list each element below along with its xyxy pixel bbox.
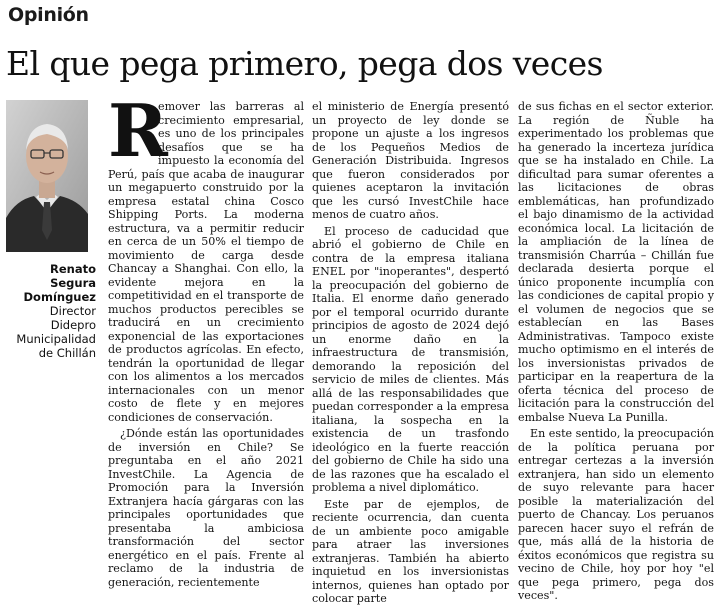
article-column-3: [518, 100, 714, 602]
article-column-2: [312, 100, 509, 605]
author-portrait-image: [6, 100, 88, 252]
author-role-line2: Didepro: [50, 318, 96, 332]
paragraph: En este sentido, la preocupación de la política peruana por entregar certezas a la inversión extranjera, han sido un elemento de suyo relevante para hacer posible la materialización del puerto de Chancay. Los peruanos parecen hacer suyo el refrán de que, más allá de la historia de éxitos económicos que registra su vecino de Chile, hoy por hoy "el que pega primero, pega dos veces".: [518, 427, 714, 602]
author-role-line1: Director: [49, 304, 96, 318]
section-label: Opinión: [8, 4, 89, 26]
author-photo: [6, 100, 88, 252]
paragraph: emover las barreras al crecimiento empresarial, es uno de los principales desafíos que se ha impuesto la economía del Perú, país que acaba de inaugurar un megapuerto construido por la empresa estatal china Cosco Shipping Ports. La moderna estructura, va a permitir reducir en cerca de un 50% el tiempo de movimiento de carga desde Chancay a Shanghai. Con ello, la evidente mejora en la competitividad en el transporte de muchos productos perecibles se traducirá en un crecimiento exponencial de las exportaciones de productos agrícolas. En efecto, tendrán la oportunidad de llegar con los alimentos a los mercados internacionales con un menor costo de flete y en mejores condiciones de conservación.: [108, 100, 304, 424]
author-role-line4: de Chillán: [38, 346, 96, 360]
paragraph: Este par de ejemplos, de reciente ocurrencia, dan cuenta de un ambiente poco amigable para atraer las inversiones extranjeras. También ha abierto inquietud en los inversionistas internos, quienes han optado por colocar parte: [312, 497, 509, 605]
author-name-line2: Segura: [50, 276, 96, 290]
headline: El que pega primero, pega dos veces: [6, 44, 603, 83]
author-name-line1: Renato: [50, 262, 96, 276]
author-name-line3: Domínguez: [23, 290, 96, 304]
paragraph: El proceso de caducidad que abrió el gobierno de Chile en contra de la empresa italiana ENEL por "inoperantes", despertó la preocupación del gobierno de Italia. El enorme daño generado por el temporal ocurrido durante principios de agosto de 2024 dejó un enorme daño en la infraestructura de transmisión, demorando la reposición del servicio de miles de clientes. Más allá de las responsabilidades que puedan corresponder a la empresa italiana, la sospecha en la existencia de un trasfondo ideológico en la fuerte reacción del gobierno de Chile ha sido una de las razones que ha escalado el problema a nivel diplomático.: [312, 224, 509, 494]
author-byline: [0, 262, 96, 360]
author-role-line3: Municipalidad: [16, 332, 96, 346]
paragraph: de sus fichas en el sector exterior. La región de Ñuble ha experimentado los problemas que ha generado la incerteza jurídica que se ha instalado en Chile. La dificultad para sumar oferentes a las licitaciones de obras emblemáticas, han profundizado el bajo dinamismo de la actividad económica local. La licitación de la ampliación de la línea de transmisión Charrúa – Chillán fue declarada desierta porque el único proponente incumplía con las condiciones de capital propio y el volumen de negocios que se establecían en las Bases Administrativas. Tampoco existe mucho optimismo en el interés de los inversionistas privados de participar en la reapertura de la oferta técnica del proceso de licitación para la construcción del embalse Nueva La Punilla.: [518, 100, 714, 424]
drop-cap: R: [108, 88, 168, 173]
paragraph: el ministerio de Energía presentó un proyecto de ley donde se propone un ajuste a los ingresos de los Pequeños Medios de Generación Distribuida. Ingresos que fueron considerados por quienes aceptaron la invitación que les cursó InvestChile hace menos de cuatro años.: [312, 100, 509, 221]
paragraph: ¿Dónde están las oportunidades de inversión en Chile? Se preguntaba en el año 2021 InvestChile. La Agencia de Promoción para la Inversión Extranjera hacía gárgaras con las principales oportunidades que presentaba la ambiciosa transformación del sector energético en el país. Frente al reclamo de la industria de generación, recientemente: [108, 427, 304, 589]
article-column-1: [108, 88, 304, 589]
